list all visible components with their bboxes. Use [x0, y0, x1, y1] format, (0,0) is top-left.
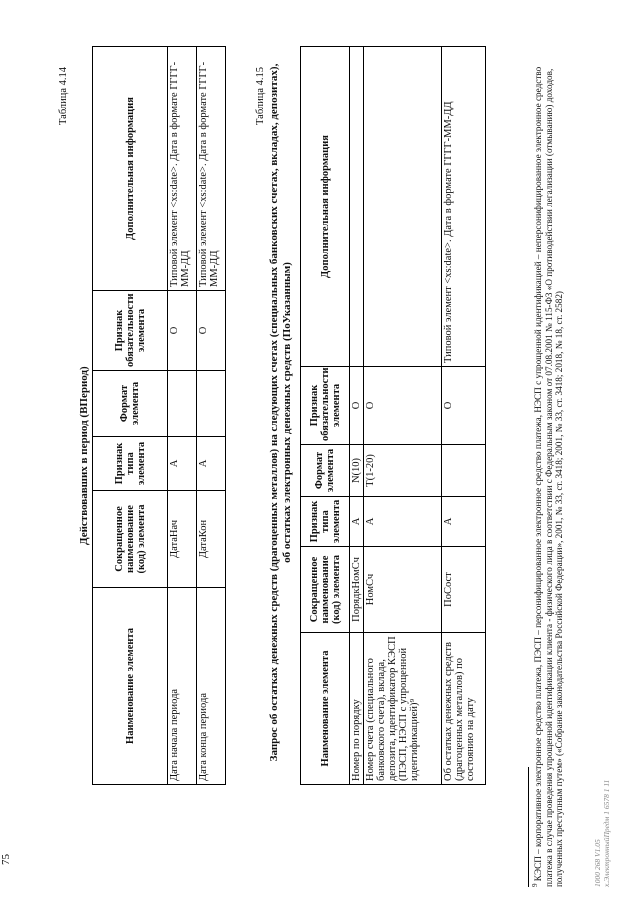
cell-name: Об остатках денежных средств (драгоценных металлов) по состоянию на дату	[442, 633, 486, 785]
cell-info: Типовой элемент <xs:date>. Дата в формате ГГГГ-ММ-ДД	[197, 47, 226, 291]
table-row	[364, 47, 442, 785]
cell-name: Номер по порядку	[350, 633, 364, 785]
cell-format	[168, 371, 197, 437]
table-row	[197, 47, 226, 785]
cell-name: Дата начала периода	[168, 588, 197, 785]
header-element-type: Признак типа элемента	[301, 497, 350, 547]
cell-name: Номер счета (специального банковского счета), вклада, депозита, идентификатор КЭСП (ПЭСП, НЭСП с упрощенной идентификацией)⁹	[364, 633, 442, 785]
footnote	[530, 57, 565, 887]
cell-code: ДатаНач	[168, 491, 197, 588]
cell-type: А	[442, 497, 486, 547]
page-number: 75	[0, 854, 12, 865]
footnote-separator	[528, 767, 529, 887]
table-4-15-title: Запрос об остатках денежных средств (драгоценных металлов) на следующих счетах (специальных банковских счетах, вкладах, депозитах), об остатках электронных денежных средств (ПоУказанным)	[268, 63, 293, 762]
header-element-type: Признак типа элемента	[93, 437, 168, 491]
header-element-required: Признак обязательности элемента	[93, 291, 168, 371]
cell-type: А	[197, 437, 226, 491]
cell-info	[350, 47, 364, 367]
header-element-format: Формат элемента	[93, 371, 168, 437]
header-element-name: Наименование элемента	[93, 588, 168, 785]
cell-info: Типовой элемент <xs:date>. Дата в формате ГГГГ-ММ-ДД	[442, 47, 486, 367]
header-additional-info: Дополнительная информация	[93, 47, 168, 291]
cell-name: Дата конца периода	[197, 588, 226, 785]
table-row	[168, 47, 197, 785]
cell-code: ДатаКон	[197, 491, 226, 588]
header-element-name: Наименование элемента	[301, 633, 350, 785]
cell-info: Типовой элемент <xs:date>. Дата в формате ГГГГ-ММ-ДД	[168, 47, 197, 291]
cell-required: О	[442, 367, 486, 445]
cell-format: T(1-20)	[364, 445, 442, 497]
cell-type: А	[364, 497, 442, 547]
header-element-code: Сокращенное наименование (код) элемента	[301, 547, 350, 633]
stamp-line: 1000 268 V1.05	[593, 839, 602, 887]
cell-required: О	[197, 291, 226, 371]
cell-format: N(10)	[350, 445, 364, 497]
cell-code: ПоСост	[442, 547, 486, 633]
cell-format	[442, 445, 486, 497]
header-element-code: Сокращенное наименование (код) элемента	[93, 491, 168, 588]
table-4-14-header-row	[93, 47, 168, 785]
cell-type: А	[168, 437, 197, 491]
cell-format	[197, 371, 226, 437]
cell-code: ПорядкНомСч	[350, 547, 364, 633]
cell-code: НомСч	[364, 547, 442, 633]
document-stamp	[594, 587, 611, 887]
table-row	[442, 47, 486, 785]
table-4-14-caption: Таблица 4.14	[58, 66, 69, 125]
table-4-15	[300, 46, 486, 785]
cell-type: А	[350, 497, 364, 547]
cell-required: О	[350, 367, 364, 445]
footnote-marker: 9	[531, 883, 539, 887]
stamp-line: х.ЭлектронныйПредм 1 6578 1 11	[601, 779, 611, 887]
table-row	[350, 47, 364, 785]
header-element-required: Признак обязательности элемента	[301, 367, 350, 445]
cell-required: О	[168, 291, 197, 371]
header-additional-info: Дополнительная информация	[301, 47, 350, 367]
cell-required: О	[364, 367, 442, 445]
footnote-text: КЭСП – корпоративное электронное средство платежа, ПЭСП – персонифицированное электронное средство платежа, НЭСП с упрощенной идентификацией – неперсонифицированное электронное средство платежа в случае проведения упрощенной идентификации клиента - физического лица в соответствии с Федеральным законом от 07.08.2001 № 115-ФЗ «О противодействии легализации (отмыванию) доходов, полученных преступным путем» («Собрание законодательства Российской Федерации», 2001, № 33, ст. 3418; 2001, № 33, ст. 3418; 2018, № 18, ст. 2582)	[533, 66, 565, 887]
header-element-format: Формат элемента	[301, 445, 350, 497]
table-4-15-caption: Таблица 4.15	[255, 66, 266, 125]
table-4-14-title: Действовавших в период (ВПериод)	[78, 366, 90, 545]
table-4-15-header-row	[301, 47, 350, 785]
cell-info	[364, 47, 442, 367]
table-4-14	[92, 46, 226, 785]
